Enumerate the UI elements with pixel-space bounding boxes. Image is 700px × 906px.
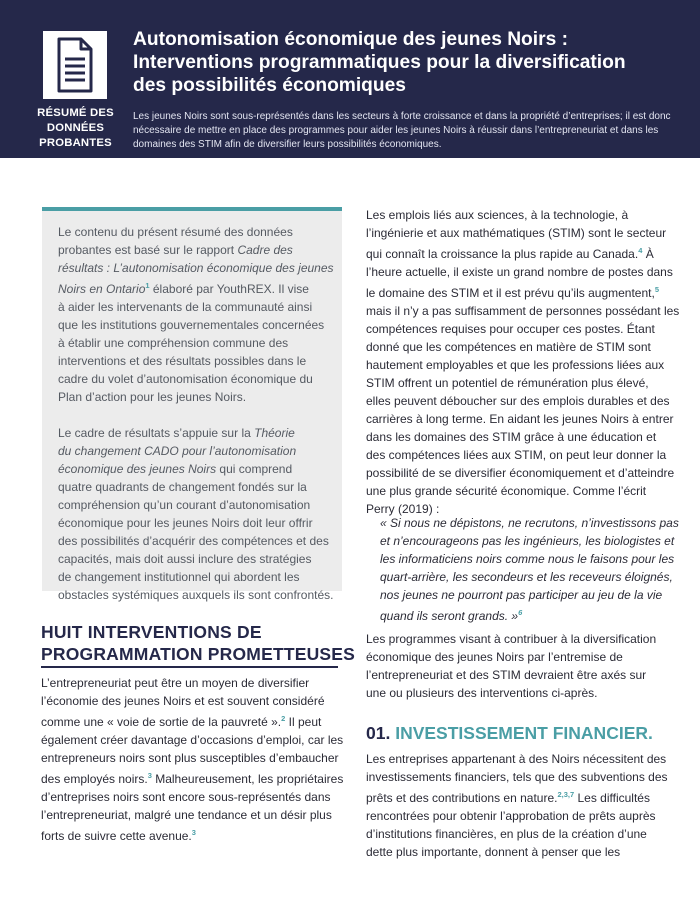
subtitle-line: domaines des STIM afin de diversifier leurs possibilités économiques.	[133, 139, 442, 150]
evidence-summary-badge	[28, 106, 123, 151]
footnote-ref: 2,3,7	[557, 790, 575, 799]
body-line: d’institutions financières, en plus de la création d’une	[366, 827, 647, 841]
callout-line: des possibilités d’acquérir des compétences et des	[58, 534, 329, 548]
body-line: qui connaît la croissance la plus rapide au Canada.$^4$ À	[366, 246, 654, 261]
body-line: forts de suivre cette avenue.$^3$	[41, 828, 196, 843]
quote-line: les informaticiens noirs comme nous le faisons pour les	[380, 552, 675, 566]
quote-line: quart-arrière, les secondeurs et les receveurs éloignés,	[380, 570, 673, 584]
document-icon	[43, 31, 107, 99]
callout-line: à établir une compréhension commune des	[58, 336, 289, 350]
footnote-ref: 4	[638, 246, 643, 255]
title-line: Interventions programmatiques pour la diversification	[133, 52, 626, 73]
callout-line: cadre du volet d’autonomisation économique du	[58, 372, 313, 386]
footnote-ref: 3	[147, 771, 152, 780]
callout-line: obstacles systémiques auxquels ils sont confrontés.	[58, 588, 334, 602]
callout-line: Le contenu du présent résumé des données	[58, 225, 293, 239]
body-line: comme une « voie de sortie de la pauvreté ».$^2$ Il peut	[41, 714, 322, 729]
callout-line: quatre quadrants de changement fondés sur la	[58, 480, 307, 494]
title-line: Autonomisation économique des jeunes Noirs :	[133, 29, 568, 50]
body-line: Perry (2019) :	[366, 502, 440, 516]
quote-line: quand ils seront grands. »$^6$	[380, 608, 523, 623]
quote-line: nos jeunes ne pourront pas participer au jeu de la vie	[380, 588, 663, 602]
callout-line: du changement CADO pour l’autonomisation	[58, 444, 297, 458]
body-line: prêts et des contributions en nature.$^{2,3,7}$ Les difficultés	[366, 790, 650, 805]
body-line: L’entrepreneuriat peut être un moyen de diversifier	[41, 676, 310, 690]
heading-underline	[41, 666, 338, 668]
section-heading-interventions: HUIT INTERVENTIONS DE PROGRAMMATION PROMETTEUSES	[41, 622, 356, 664]
body-line: des employés noirs.$^3$ Malheureusement, les propriétaires	[41, 771, 344, 786]
callout-line: capacités, mais doit aussi inclure des stratégies	[58, 552, 312, 566]
callout-line: à aider les intervenants de la communauté ainsi	[58, 300, 313, 314]
body-line: des compétences liées aux STIM, on peut leur donner la	[366, 448, 667, 462]
callout-line: résultats : L’autonomisation économique des jeunes	[58, 261, 334, 275]
body-line: une plus grande sécurité économique. Comme l’écrit	[366, 484, 647, 498]
body-line: une ou plusieurs des interventions ci-après.	[366, 686, 598, 700]
callout-line: de changement institutionnel qui abordent les	[58, 570, 300, 584]
subtitle-line: nécessaire de mettre en place des programmes pour aider les jeunes Noirs à réussir dans l’entrepreneuriat et dans les	[133, 125, 659, 136]
body-line: l’heure actuelle, il existe un grand nombre de postes dans	[366, 265, 673, 279]
callout-line: probantes est basé sur le rapport Cadre des	[58, 243, 293, 257]
body-line: rencontrées pour obtenir l’approbation de prêts auprès	[366, 809, 656, 823]
footnote-ref: 6	[518, 608, 523, 617]
quote-line: « Si nous ne dépistons, ne recrutons, n’investissons pas	[380, 516, 679, 530]
callout-line: interventions et des résultats possibles dans le	[58, 354, 307, 368]
callout-line: Noirs en Ontario$^1$ élaboré par YouthREX. Il vise	[58, 281, 309, 296]
body-line: également créer davantage d’occasions d’emploi, car les	[41, 733, 344, 747]
section-number: 01.	[366, 723, 391, 743]
body-line: possibilité de se diversifier économiquement et d’atteindre	[366, 466, 675, 480]
callout-line: économique pour les jeunes Noirs doit leur offrir	[58, 516, 313, 530]
intro-callout-text	[58, 223, 338, 604]
badge-line: PROBANTES	[39, 137, 112, 149]
body-line: carrières à long terme. En aidant les jeunes Noirs à entrer	[366, 412, 674, 426]
callout-line: Le cadre de résultats s’appuie sur la Théorie	[58, 426, 295, 440]
footnote-ref: 1	[145, 281, 150, 290]
right-column-body	[366, 206, 680, 518]
badge-line: RÉSUMÉ DES	[37, 107, 114, 119]
page-title	[133, 28, 673, 97]
page-subtitle	[133, 110, 688, 152]
body-line: investissements financiers, tels que des subventions des	[366, 770, 668, 784]
section-title: INVESTISSEMENT FINANCIER.	[395, 723, 653, 743]
financial-investment-body	[366, 750, 666, 861]
callout-line: économique des jeunes Noirs qui comprend	[58, 462, 293, 476]
callout-line: compréhension qu’un courant d’autonomisation	[58, 498, 311, 512]
title-line: des possibilités économiques	[133, 75, 406, 96]
left-column-body	[41, 674, 344, 845]
body-line: Les emplois liés aux sciences, à la technologie, à	[366, 208, 629, 222]
body-line: STIM offrent un potentiel de rémunération plus élevé,	[366, 376, 649, 390]
body-line: compétences requises pour occuper ces postes. Étant	[366, 322, 655, 336]
subtitle-line: Les jeunes Noirs sont sous-représentés dans les secteurs à forte croissance et dans la propriété d’entreprises; il est donc	[133, 111, 671, 122]
body-line: Les entreprises appartenant à des Noirs nécessitent des	[366, 752, 667, 766]
body-line: l’ingénierie et aux mathématiques (STIM) sont le secteur	[366, 226, 667, 240]
body-line: donné que les compétences en matière de STIM sont	[366, 340, 651, 354]
callout-line: que les institutions gouvernementales concernées	[58, 318, 325, 332]
quote-line: et n’encourageons pas les ingénieurs, les biologistes et	[380, 534, 675, 548]
perry-quote	[380, 514, 679, 625]
callout-line: Plan d’action pour les jeunes Noirs.	[58, 390, 247, 404]
body-line: l’entrepreneuriat, malgré une tendance et un désir plus	[41, 808, 332, 822]
body-line: d’entreprises noirs sont encore sous-représentés dans	[41, 790, 331, 804]
interventions-intro	[366, 630, 666, 702]
body-line: entrepreneurs noirs sont plus susceptibles d’embaucher	[41, 751, 339, 765]
body-line: mais il n’y a pas suffisamment de personnes possédant les	[366, 304, 680, 318]
body-line: Les programmes visant à contribuer à la diversification	[366, 632, 657, 646]
body-line: dans les domaines des STIM grâce à une éducation et	[366, 430, 657, 444]
body-line: dette plus importante, donnent à penser que les	[366, 845, 621, 859]
badge-line: DONNÉES	[46, 122, 105, 134]
body-line: elles peuvent déboucher sur des emplois durables et des	[366, 394, 670, 408]
footnote-ref: 3	[191, 828, 196, 837]
footnote-ref: 2	[281, 714, 286, 723]
body-line: hautement employables et que les professions liées aux	[366, 358, 665, 372]
body-line: l’économie des jeunes Noirs et est souvent considéré	[41, 694, 325, 708]
section-heading-financial-investment	[366, 722, 653, 744]
body-line: le domaine des STIM et il est prévu qu’ils augmentent,$^5$	[366, 285, 659, 300]
footnote-ref: 5	[654, 285, 659, 294]
body-line: l’entrepreneuriat et des STIM devraient être axés sur	[366, 668, 647, 682]
body-line: économique des jeunes Noirs par l’entremise de	[366, 650, 623, 664]
